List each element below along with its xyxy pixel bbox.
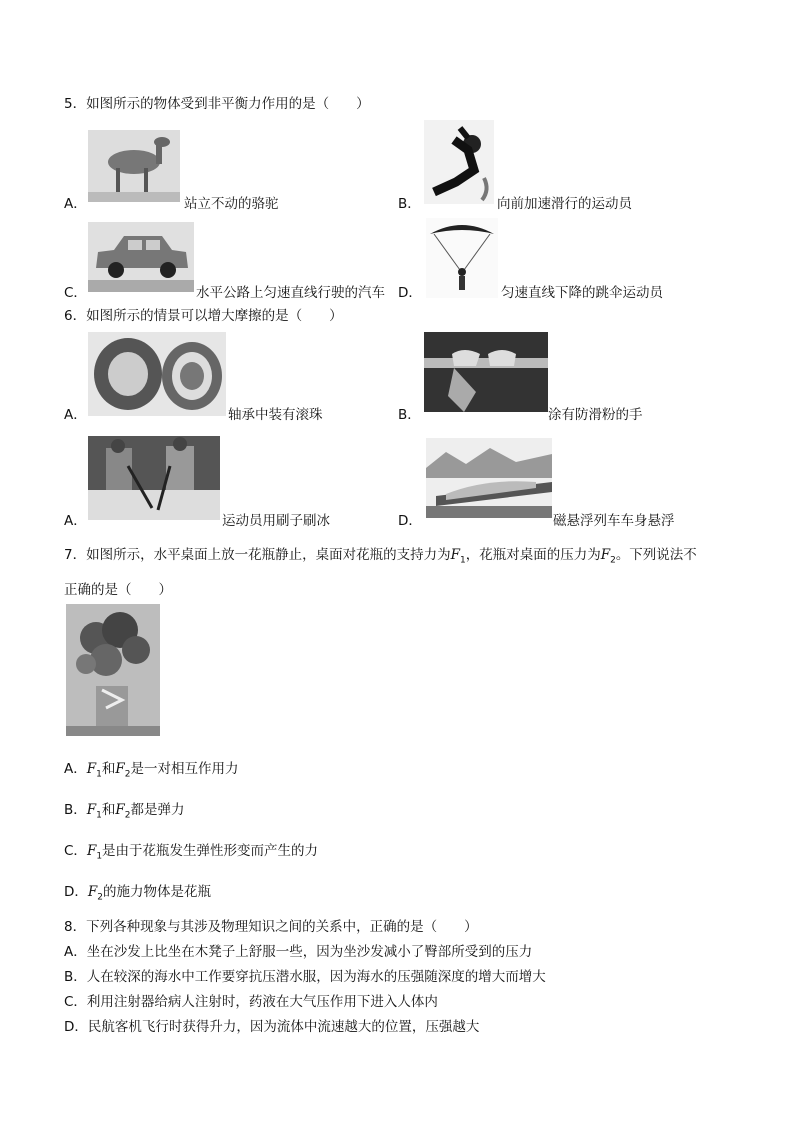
force-symbol: F [115, 761, 125, 777]
q8-stem: 8．下列各种现象与其涉及物理知识之间的关系中，正确的是（ ） [64, 919, 478, 935]
force-symbol: F [115, 802, 125, 818]
q7-option-c-text: 是由于花瓶发生弹性形变而产生的力 [102, 843, 319, 859]
force-symbol: F [86, 843, 97, 859]
q6-option-a-letter: A． [64, 407, 87, 423]
q6-option-d-text: 磁悬浮列车车身悬浮 [553, 513, 675, 529]
q6-option-d-letter: D． [398, 513, 422, 529]
q6-stem: 6．如图所示的情景可以增大摩擦的是（ ） [64, 308, 343, 324]
q5-stem: 5．如图所示的物体受到非平衡力作用的是（ ） [64, 96, 370, 112]
q8-option-b: B．人在较深的海水中工作要穿抗压潜水服，因为海水的压强随深度的增大而增大 [64, 969, 546, 985]
flower-vase-image [66, 604, 160, 736]
q7-option-a [64, 757, 238, 780]
parachute-image [426, 218, 498, 298]
q5-option-d-letter: D． [398, 285, 422, 301]
q7-stem-part3: 。下列说法不 [615, 547, 697, 563]
q6-option-c-text: 运动员用刷子刷冰 [222, 513, 330, 529]
q6-option-c-letter: A． [64, 513, 87, 529]
camel-image [88, 130, 180, 202]
q5-option-c-text: 水平公路上匀速直线行驶的汽车 [196, 285, 385, 301]
force-symbol: F [450, 547, 460, 563]
force-symbol: F [86, 802, 97, 818]
subscript: 1 [96, 851, 103, 862]
q5-option-b-letter: B． [398, 196, 421, 212]
maglev-train-image [426, 438, 552, 518]
force-symbol: F [87, 884, 98, 900]
subscript: 2 [97, 892, 104, 903]
curling-sweepers-image [88, 436, 220, 520]
force-symbol: F [600, 547, 611, 563]
q7-stem-part1: 7．如图所示，水平桌面上放一花瓶静止，桌面对花瓶的支持力为 [64, 547, 451, 563]
q7-option-d [64, 880, 211, 903]
q5-option-c-letter: C． [64, 285, 87, 301]
q5-option-a-letter: A． [64, 196, 87, 212]
q7-option-d-text: 的施力物体是花瓶 [103, 884, 212, 900]
q8-option-a: A．坐在沙发上比坐在木凳子上舒服一些，因为坐沙发减小了臀部所受到的压力 [64, 944, 533, 960]
q8-option-d: D．民航客机飞行时获得升力，因为流体中流速越大的位置，压强越大 [64, 1019, 480, 1035]
subscript: 2 [124, 769, 131, 780]
q5-option-d-text: 匀速直线下降的跳伞运动员 [501, 285, 663, 301]
q7-option-a-letter: A． [64, 761, 87, 777]
q6-option-a-text: 轴承中装有滚珠 [228, 407, 323, 423]
bearing-image [88, 332, 226, 416]
q7-option-b-text: 都是弹力 [130, 802, 185, 818]
subscript: 1 [96, 810, 102, 821]
subscript: 1 [459, 555, 466, 566]
subscript: 2 [610, 555, 616, 566]
subscript: 1 [96, 769, 102, 780]
q7-stem-line2: 正确的是（ ） [64, 582, 172, 598]
q7-stem-line1 [64, 543, 697, 566]
q6-option-b-text: 涂有防滑粉的手 [548, 407, 643, 423]
subscript: 2 [124, 810, 131, 821]
q7-option-d-letter: D． [64, 884, 88, 900]
force-symbol: F [86, 761, 97, 777]
conjunction: 和 [101, 761, 116, 777]
q7-option-a-text: 是一对相互作用力 [130, 761, 239, 777]
car-image [88, 222, 194, 292]
q5-option-a-text: 站立不动的骆驼 [184, 196, 279, 212]
q7-option-b-letter: B． [64, 802, 87, 818]
q6-option-b-letter: B． [398, 407, 421, 423]
conjunction: 和 [101, 802, 116, 818]
skater-image [424, 120, 494, 204]
q7-option-b [64, 798, 184, 821]
chalked-hands-image [424, 332, 548, 412]
q5-option-b-text: 向前加速滑行的运动员 [497, 196, 632, 212]
q8-option-c: C．利用注射器给病人注射时，药液在大气压作用下进入人体内 [64, 994, 438, 1010]
q7-option-c [64, 839, 318, 862]
q7-stem-part2: ，花瓶对桌面的压力为 [465, 547, 601, 563]
q7-option-c-letter: C． [64, 843, 87, 859]
